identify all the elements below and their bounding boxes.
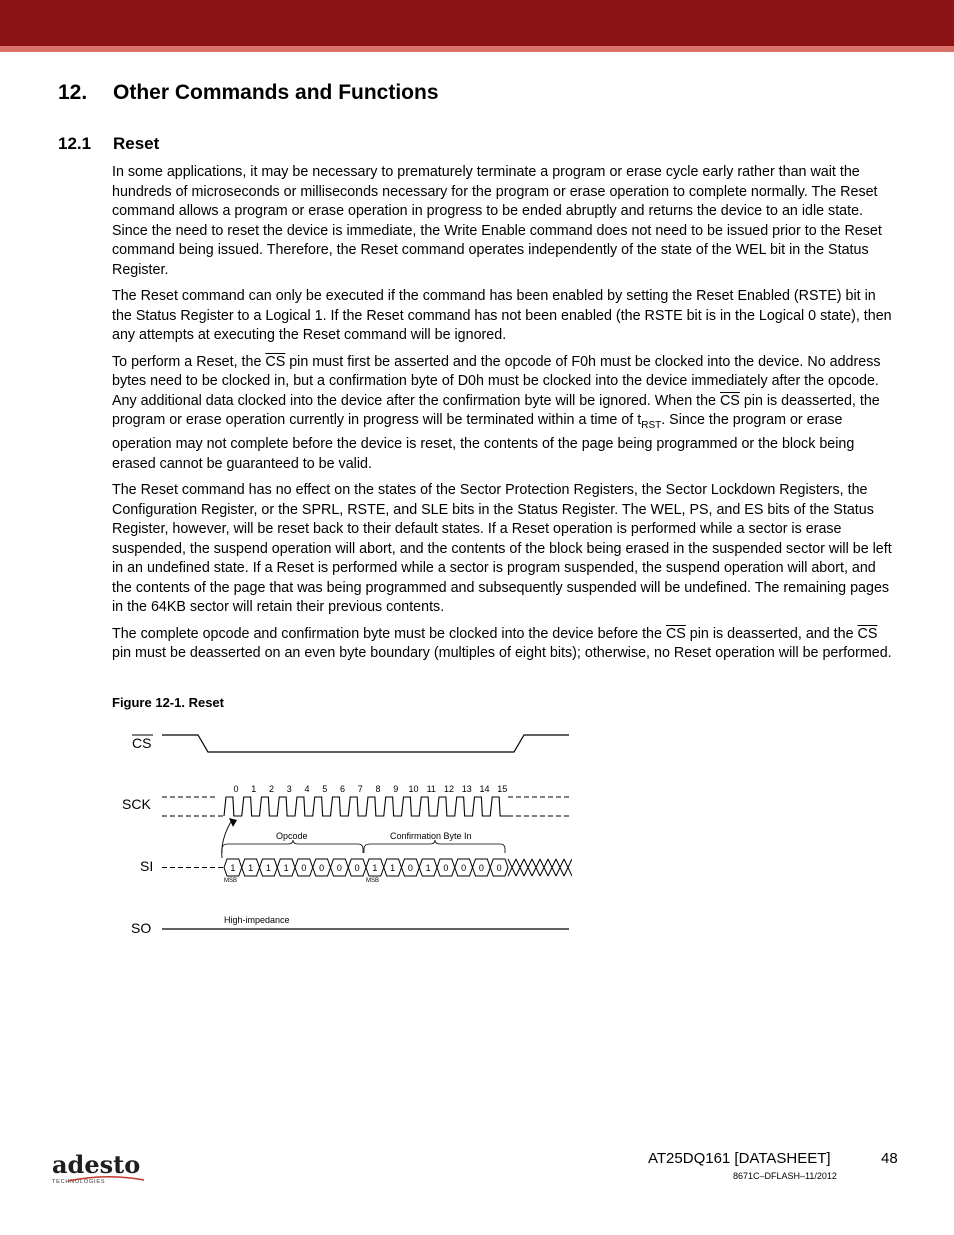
clock-number: 6 <box>339 784 346 794</box>
clock-number: 15 <box>497 784 508 794</box>
clock-number: 5 <box>322 784 328 794</box>
si-dont-care-pattern <box>508 859 572 876</box>
opcode-label: Opcode <box>276 831 308 841</box>
clock-number: 11 <box>426 784 436 794</box>
si-bit-value: 0 <box>354 863 360 873</box>
reset-timing-diagram <box>112 725 572 940</box>
si-bit-value: 1 <box>390 863 396 873</box>
trst-subscript: RST <box>641 419 662 431</box>
si-waveform <box>162 859 572 876</box>
sck-clock-pulses <box>224 797 508 816</box>
cs-signal-label: CS <box>132 735 152 751</box>
paragraph-5: The complete opcode and confirmation byte must be clocked into the device before the $\overline{CS}$ pin is deasserted, and the $\overline{CS}$ pin must be deasserted on an even byte boundary (multiples of eight bits); otherwise, no Reset operation will be performed. <box>112 625 892 662</box>
clock-number: 9 <box>393 784 399 794</box>
si-signal-label: SI <box>140 858 154 874</box>
opcode-brace <box>222 840 363 853</box>
clock-numbers <box>233 784 507 794</box>
body-text <box>112 163 898 671</box>
clock-number: 12 <box>443 784 455 794</box>
footer-document-title: AT25DQ161 [DATASHEET] <box>648 1150 831 1167</box>
header-bar <box>0 0 954 46</box>
si-bit-value: 1 <box>230 863 236 873</box>
logo-subtext: TECHNOLOGIES <box>52 1179 106 1185</box>
footer-page-number: 48 <box>881 1150 898 1167</box>
section-heading <box>58 81 439 105</box>
confirmation-brace <box>364 840 505 853</box>
cs-waveform <box>162 735 569 752</box>
subsection-number: 12.1 <box>58 134 92 153</box>
paragraph-3: To perform a Reset, the $\overline{CS}$ pin must first be asserted and the opcode of F0h must be clocked into the device. No address bytes need to be clocked in, but a confirmation byte of D0h must be clocked into the device immediately after the opcode. Any additional data clocked into the device after the confirmation byte will be ignored. When the $\overline{CS}$ pin is deasserted, the program or erase operation currently in progress will be terminated within a time of $t_{RST}$. Since the program or erase operation may not complete before the device is reset, the contents of the page being programmed or the block being erased cannot be guaranteed to be valid. <box>112 353 881 472</box>
si-bit-value: 1 <box>425 863 431 873</box>
msb-label-confirm: MSB <box>366 878 380 884</box>
so-signal-label: SO <box>131 920 152 936</box>
sck-waveform <box>162 797 569 816</box>
clock-number: 0 <box>233 784 239 794</box>
clock-number: 1 <box>251 784 257 794</box>
msb-label-opcode: MSB <box>224 878 238 884</box>
header-accent-line <box>0 46 954 52</box>
sck-idle-dashed <box>162 797 224 816</box>
footer-doc-number: 8671C–DFLASH–11/2012 <box>733 1171 837 1181</box>
clock-number: 14 <box>479 784 490 794</box>
subsection-heading <box>58 134 159 154</box>
figure-caption: Figure 12-1. Reset <box>112 695 224 710</box>
si-bit-value: 0 <box>336 863 342 873</box>
so-high-impedance-label: High-impedance <box>224 915 290 925</box>
clock-number: 4 <box>304 784 310 794</box>
si-bit-value: 1 <box>248 863 254 873</box>
cs-overline: $\overline{CS}$ <box>719 392 740 409</box>
si-bit-value: 1 <box>372 863 378 873</box>
cs-overline: $\overline{CS}$ <box>665 625 686 642</box>
sck-signal-label: SCK <box>122 796 151 812</box>
si-bit-value: 1 <box>265 863 271 873</box>
si-bit-value: 0 <box>443 863 449 873</box>
clock-number: 10 <box>408 784 419 794</box>
clock-number: 7 <box>357 784 363 794</box>
si-bit-value: 0 <box>478 863 484 873</box>
logo-swoosh-icon <box>66 1175 146 1183</box>
paragraph-2: The Reset command can only be executed if the command has been enabled by setting the Reset Enabled (RSTE) bit in the Status Register to a Logical 1. If the Reset command has not been enabled (the RSTE bit is in the Logical 0 state), then any attempts at executing the Reset command will be ignored. <box>112 288 892 343</box>
cs-overline: $\overline{CS}$ <box>265 353 286 370</box>
paragraph-1: In some applications, it may be necessary to prematurely terminate a program or erase cycle early rather than wait the hundreds of microseconds or milliseconds necessary for the program or erase operation to complete normally. The Reset command allows a program or erase operation in progress to be ended abruptly and returns the device to an idle state. Since the need to reset the device is immediate, the Write Enable command does not need to be issued prior to the Reset command being issued. Therefore, the Reset command operates independently of the state of the WEL bit in the Status Register. <box>112 164 882 278</box>
clock-number: 13 <box>461 784 472 794</box>
paragraph-4: The Reset command has no effect on the states of the Sector Protection Registers, the Sector Lockdown Registers, the Configuration Register, or the SPRL, RSTE, and SLE bits in the Status Register. The WEL, PS, and ES bits of the Status Register, however, will be reset back to their default states. If a Reset operation is performed while a sector is erase suspended, the suspend operation will abort, and the contents of the block being erased in the suspended sector will be left in an undefined state. If a Reset is performed while a sector is program suspended, the suspend operation will abort, and the contents of the page that was being programmed and subsequently suspended will be undefined. The remaining pages in the 64KB sector will retain their previous contents. <box>112 482 892 616</box>
si-bit-value: 1 <box>283 863 289 873</box>
sample-arrow <box>222 820 232 858</box>
confirmation-byte-label: Confirmation Byte In <box>390 831 472 841</box>
si-bit-value: 0 <box>319 863 325 873</box>
si-bit-value: 0 <box>496 863 502 873</box>
clock-number: 8 <box>375 784 381 794</box>
si-bit-value: 0 <box>461 863 467 873</box>
logo-text: adesto <box>52 1150 141 1179</box>
si-bit-value: 0 <box>407 863 413 873</box>
clock-number: 3 <box>286 784 292 794</box>
section-title: Other Commands and Functions <box>113 81 439 104</box>
subsection-title: Reset <box>113 134 160 153</box>
sck-idle-dashed-end <box>508 797 569 816</box>
adesto-logo <box>52 1150 141 1185</box>
clock-number: 2 <box>268 784 275 794</box>
cs-overline: $\overline{CS}$ <box>857 625 878 642</box>
section-number: 12. <box>58 81 88 104</box>
si-bit-value: 0 <box>301 863 307 873</box>
